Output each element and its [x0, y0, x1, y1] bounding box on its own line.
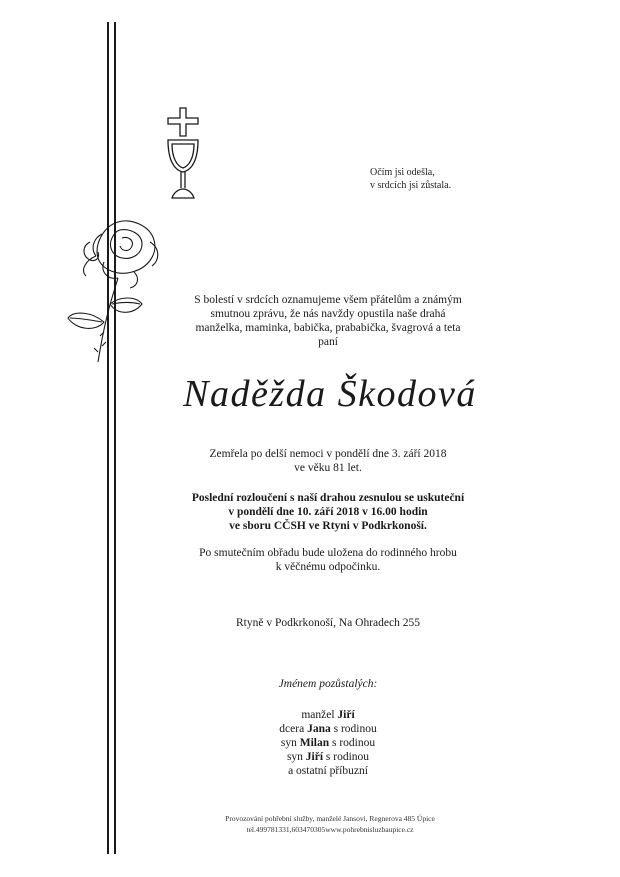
mourner-item: syn Jiří s rodinou — [286, 751, 370, 763]
burial-line: k věčnému odpočinku. — [275, 561, 381, 573]
border-line-left — [107, 22, 109, 854]
funeral-line: Poslední rozloučení s naší drahou zesnulou se uskuteční — [191, 492, 465, 504]
epigraph-line: Očím jsi odešla, — [370, 167, 435, 178]
cross-chalice-icon — [164, 106, 202, 202]
funeral-service-footer — [160, 813, 500, 835]
deceased-name: Naděžda Škodová — [183, 373, 477, 415]
footer-line: tel.499781331,603470305www.pohrebnisluzbaupice.cz — [246, 825, 414, 834]
funeral-line: v pondělí dne 10. září 2018 v 16.00 hodin — [228, 506, 428, 518]
mourner-item: syn Milan s rodinou — [280, 737, 376, 749]
footer-line: Provozování pohřební služby, manželé Jansovi, Regnerova 485 Úpice — [225, 814, 435, 823]
funeral-info — [160, 491, 496, 533]
intro-line: S bolestí v srdcích oznamujeme všem přátelům a známým — [194, 294, 462, 306]
intro-line: paní — [318, 336, 338, 348]
burial-line: Po smutečním obřadu bude uložena do rodinného hrobu — [199, 547, 457, 559]
death-line: Zemřela po delší nemoci v pondělí dne 3. září 2018 — [209, 448, 447, 460]
rose-icon — [60, 212, 170, 372]
epigraph — [370, 166, 451, 192]
mourner-item: a ostatní příbuzní — [288, 765, 368, 777]
burial-info — [160, 546, 496, 574]
death-notice — [160, 447, 496, 475]
epigraph-line: v srdcích jsi zůstala. — [370, 180, 452, 191]
funeral-line: ve sboru CČSH ve Rtyni v Podkrkonoší. — [229, 520, 427, 532]
mourner-item: dcera Jana s rodinou — [279, 723, 377, 735]
death-line: ve věku 81 let. — [294, 462, 362, 474]
address: Rtyně v Podkrkonoší, Na Ohradech 255 — [236, 617, 420, 629]
on-behalf-heading: Jménem pozůstalých: — [278, 678, 378, 690]
intro-line: smutnou zprávu, že nás navždy opustila naše drahá — [210, 308, 446, 320]
intro-line: manželka, maminka, babička, prababička, švagrová a teta — [195, 322, 461, 334]
mourners-list — [160, 708, 496, 778]
announcement-intro — [160, 293, 496, 349]
border-line-right — [114, 22, 116, 854]
mourner-item: manžel Jiří — [301, 709, 355, 721]
